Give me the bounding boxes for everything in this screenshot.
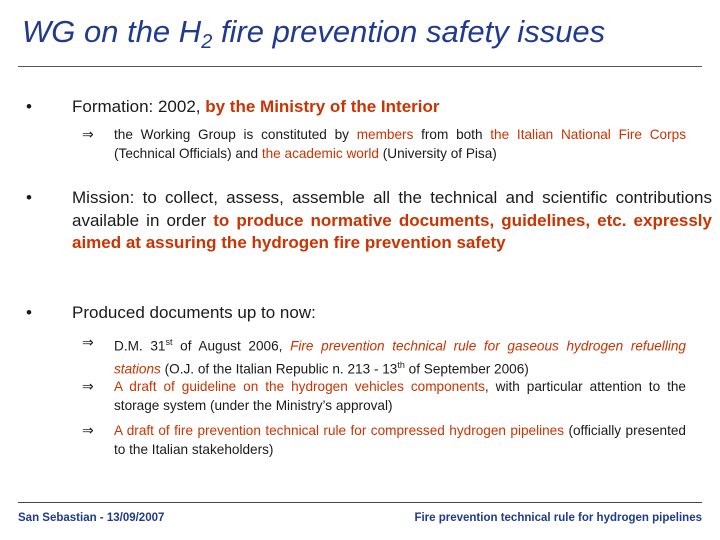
- item1-c: (O.J. of the Italian Republic n. 213 - 13: [160, 361, 398, 377]
- bullet-dot-icon: •: [26, 303, 32, 322]
- detail-d: the Italian National Fire Corps: [490, 127, 687, 142]
- detail-a: the Working Group is constituted by: [114, 127, 357, 142]
- item3-b: (officially presented to the Italian stakeholders): [114, 423, 686, 457]
- item1-d: of September 2006): [404, 361, 529, 377]
- item1-b: of August 2006,: [172, 338, 291, 354]
- produced-item-3-text: [114, 421, 686, 459]
- formation-label: Formation: 2002,: [72, 97, 206, 116]
- formation-text: [72, 96, 712, 117]
- detail-c: from both: [413, 127, 491, 142]
- detail-b: members: [356, 127, 414, 142]
- formation-highlight: by the Ministry of the Interior: [205, 97, 440, 116]
- item1-title: Fire prevention technical rule for gaseous hydrogen refuelling stations: [114, 338, 686, 377]
- item1-sup: st: [165, 337, 173, 347]
- formation-detail-text: [114, 125, 686, 163]
- slide-title: [22, 14, 702, 54]
- detail-f: the academic world: [261, 146, 379, 161]
- title-subscript: 2: [201, 31, 213, 53]
- arrow-icon: ⇒: [82, 378, 94, 394]
- bullet-dot-icon: •: [26, 188, 32, 207]
- title-text-end: fire prevention safety issues: [212, 14, 606, 49]
- detail-g: (University of Pisa): [378, 146, 497, 161]
- item3-a: A draft of fire prevention technical rule for compressed hydrogen pipelines: [114, 423, 565, 438]
- bullet-dot-icon: •: [26, 97, 32, 116]
- detail-e: (Technical Officials) and: [114, 146, 262, 161]
- arrow-icon: ⇒: [82, 126, 94, 142]
- mission-highlight: to produce normative documents, guidelines, etc. expressly aimed at assuring the hydrogen fire prevention safety: [72, 210, 712, 252]
- footer-divider: [18, 502, 702, 503]
- footer-location-date: San Sebastian - 13/09/2007: [18, 512, 165, 524]
- mission-body: Mission: to collect, assess, assemble all the technical and scientific contributions available in order: [72, 188, 712, 230]
- produced-item-2-text: [114, 377, 686, 415]
- title-divider: [18, 66, 702, 67]
- arrow-icon: ⇒: [82, 422, 94, 438]
- item2-a: A draft of guideline on the hydrogen vehicles components: [114, 379, 485, 394]
- title-text-start: WG on the H: [22, 14, 202, 49]
- item1-a: D.M. 31: [114, 338, 166, 354]
- item2-b: , with particular attention to the storage system (under the Ministry’s approval): [114, 379, 686, 413]
- mission-text: [72, 187, 712, 255]
- arrow-icon: ⇒: [82, 334, 94, 350]
- produced-item-1-text: [114, 333, 686, 378]
- item1-sup2: th: [397, 359, 405, 370]
- produced-heading: Produced documents up to now:: [72, 303, 316, 322]
- footer-presentation-title: Fire prevention technical rule for hydrogen pipelines: [414, 512, 702, 524]
